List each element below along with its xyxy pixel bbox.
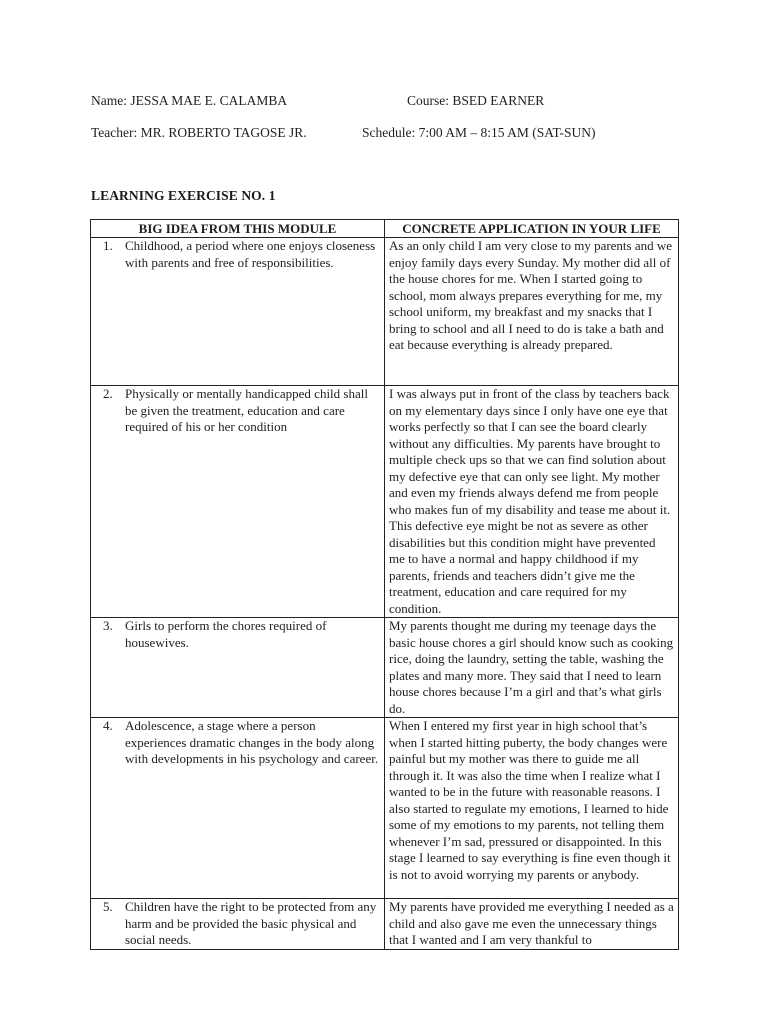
teacher-field: Teacher: MR. ROBERTO TAGOSE JR.	[91, 125, 307, 140]
application-cell: I was always put in front of the class by teachers back on my elementary days since I only have one eye that works perfectly so that I can see the board clearly without any difficulties. My parents have brought to multiple check ups so that we can find solution about my defective eye that can only see light. My mother and even my friends always defend me from people who makes fun of my disability and tease me about it. This defective eye might be not as severe as other disabilities but this condition might have prevented me to have a normal and happy childhood if my parents, friends and teachers didn’t give me the treatment, education and care required for my condition.	[385, 386, 679, 618]
course-field: Course: BSED EARNER	[407, 93, 545, 108]
application-cell: When I entered my first year in high school that’s when I started hitting puberty, the body changes were painful but my mother was there to guide me all through it. It was also the time when I realize what I wanted to be in the future with reasonable reasons. I also started to regulate my emotions, I learned to hide some of my emotions to my parents, not telling them whenever I’m sad, pressured or disappointed. In this stage I learned to say everything is fine even though it is not to avoid worrying my parents or anybody.	[385, 718, 679, 899]
table-row	[91, 618, 679, 718]
idea-text: Childhood, a period where one enjoys closeness with parents and free of responsibilities.	[125, 238, 376, 270]
idea-text: Girls to perform the chores required of housewives.	[125, 618, 327, 650]
row-number: 4.	[103, 718, 113, 733]
idea-cell	[91, 618, 385, 718]
idea-text: Children have the right to be protected from any harm and be provided the basic physical and social needs.	[125, 899, 377, 947]
idea-text: Physically or mentally handicapped child shall be given the treatment, education and care required of his or her condition	[125, 386, 368, 434]
table-row	[91, 238, 679, 386]
row-number: 2.	[103, 386, 113, 401]
table-header-row	[91, 220, 679, 238]
idea-cell	[91, 386, 385, 618]
exercise-title: LEARNING EXERCISE NO. 1	[91, 188, 276, 203]
idea-cell	[91, 899, 385, 950]
schedule-field: Schedule: 7:00 AM – 8:15 AM (SAT-SUN)	[362, 125, 596, 140]
column-header-application: CONCRETE APPLICATION IN YOUR LIFE	[385, 220, 679, 238]
column-header-big-idea: BIG IDEA FROM THIS MODULE	[91, 220, 385, 238]
row-number: 3.	[103, 618, 113, 633]
application-cell: My parents thought me during my teenage days the basic house chores a girl should know such as cooking rice, doing the laundry, setting the table, washing the plates and many more. They said that I need to learn house chores because I’m a girl and that’s what girls do.	[385, 618, 679, 718]
student-name: Name: JESSA MAE E. CALAMBA	[91, 93, 288, 108]
idea-text: Adolescence, a stage where a person experiences dramatic changes in the body along with developments in his psychology and career.	[125, 718, 379, 766]
idea-cell	[91, 238, 385, 386]
table-row	[91, 718, 679, 899]
table-row	[91, 899, 679, 950]
idea-cell	[91, 718, 385, 899]
row-number: 1.	[103, 238, 113, 253]
table-row	[91, 386, 679, 618]
application-cell: As an only child I am very close to my parents and we enjoy family days every Sunday. My mother did all of the house chores for me. When I started going to school, mom always prepares everything for me, my school uniform, my breakfast and my snacks that I bring to school and all I need to do is take a bath and eat because everything is already prepared.	[385, 238, 679, 386]
application-cell: My parents have provided me everything I needed as a child and also gave me even the unnecessary things that I wanted and I am very thankful to	[385, 899, 679, 950]
row-number: 5.	[103, 899, 113, 914]
exercise-table	[90, 219, 679, 950]
